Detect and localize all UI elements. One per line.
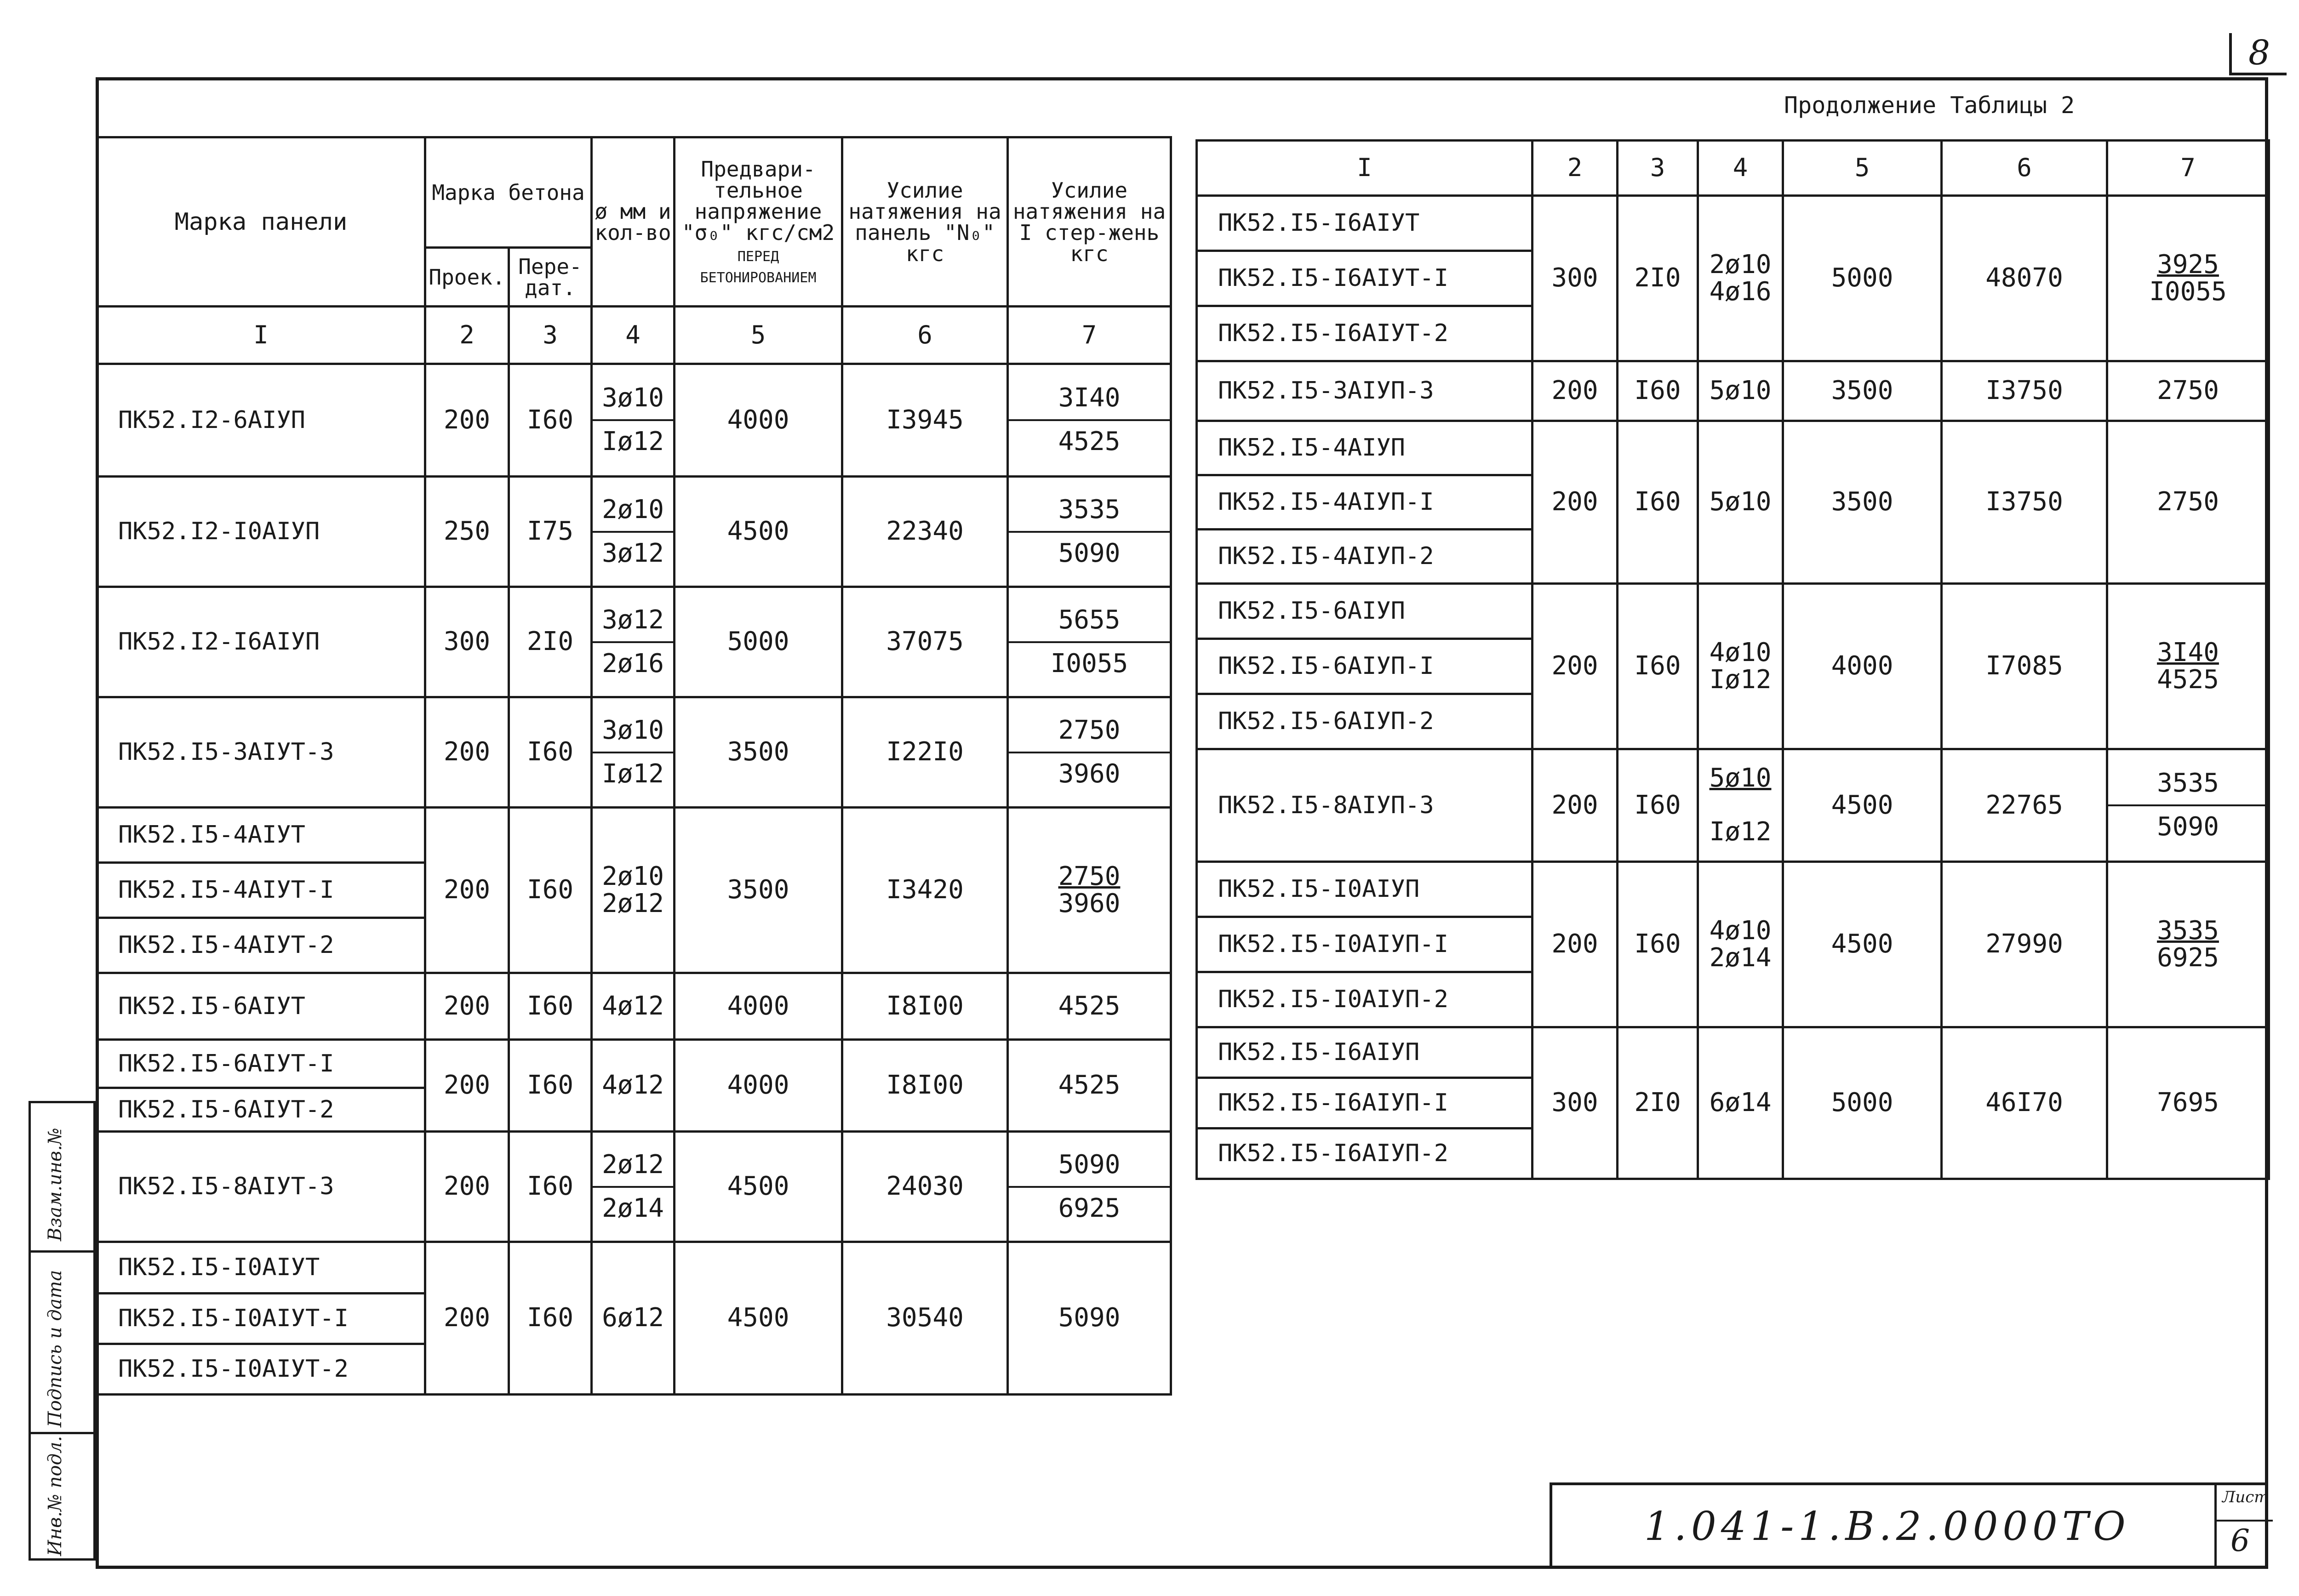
table-row (97, 587, 1171, 697)
rod-force-line: 3960 (1009, 752, 1170, 795)
sidebar-label-inv-original: Инв.№ подл. (45, 1436, 66, 1556)
rod-force-value (2107, 196, 2269, 361)
rod-force-value: 4525 (1008, 973, 1171, 1040)
prestress-value: 4500 (1783, 862, 1942, 1027)
panel-mark: ПК52.I5-6AIУТ (97, 973, 425, 1040)
prestress-value: 5000 (675, 587, 842, 697)
panel-mark: ПК52.I5-I0AIУП-2 (1197, 972, 1533, 1027)
panel-force-value: 37075 (842, 587, 1008, 697)
col-num-1: I (97, 307, 425, 364)
sidebar-cell (29, 1250, 96, 1434)
prestress-value: 4500 (675, 1132, 842, 1242)
sidebar-label-signature-date: Подпись и дата (45, 1270, 66, 1427)
right-table (1195, 139, 2270, 1180)
table-row (1197, 361, 2269, 421)
rod-force-line: 3535 (2157, 768, 2219, 798)
rebar-line: 3ø10 (602, 383, 664, 413)
concrete-transfer: 2I0 (1618, 1027, 1698, 1179)
rebar-line: 2ø10 (602, 861, 664, 891)
rebar-diam: 4ø12 (592, 973, 675, 1040)
panel-mark: ПК52.I2-I6AIУП (97, 587, 425, 697)
col-num-3: 3 (1618, 141, 1698, 196)
table-row (97, 1132, 1171, 1242)
rebar-line: 2ø14 (593, 1186, 673, 1230)
rod-force-line: 3535 (2157, 915, 2219, 946)
panel-force-value: 24030 (842, 1132, 1008, 1242)
concrete-proj: 300 (425, 587, 509, 697)
table-row (97, 1242, 1171, 1294)
rod-force-value (1008, 1132, 1171, 1242)
rebar-diam (1698, 749, 1783, 862)
prestress-value: 4500 (1783, 749, 1942, 862)
header-diam: ø мм и кол-во (592, 137, 675, 307)
panel-force-value: I3750 (1942, 421, 2107, 584)
panel-force-value: 48070 (1942, 196, 2107, 361)
concrete-proj: 200 (425, 697, 509, 808)
prestress-value: 3500 (1783, 421, 1942, 584)
sheet-number: 6 (2230, 1523, 2250, 1558)
rebar-diam (592, 1132, 675, 1242)
panel-force-value: 30540 (842, 1242, 1008, 1395)
rebar-diam: 4ø12 (592, 1040, 675, 1132)
prestress-value: 4500 (675, 1242, 842, 1395)
table-row (1197, 862, 2269, 917)
rod-force-line: 2750 (1058, 715, 1121, 745)
document-code: 1.041-1.В.2.0000ТО (1644, 1504, 2130, 1550)
rod-force-value (2107, 862, 2269, 1027)
rod-force-value: 7695 (2107, 1027, 2269, 1179)
page-number: 8 (2229, 33, 2287, 75)
rod-force-value: 2750 (2107, 421, 2269, 584)
sidebar-cell (29, 1432, 96, 1561)
rod-force-line: I0055 (1009, 641, 1170, 685)
panel-force-value: I8I00 (842, 1040, 1008, 1132)
rod-force-value (1008, 808, 1171, 973)
rod-force-line: 3I40 (1058, 383, 1121, 413)
concrete-proj: 200 (1533, 749, 1618, 862)
panel-mark: ПК52.I5-4AIУП (1197, 421, 1533, 475)
table-row (97, 477, 1171, 587)
table-row (1197, 749, 2269, 862)
panel-mark: ПК52.I5-I0AIУТ (97, 1242, 425, 1294)
rebar-diam (592, 697, 675, 808)
panel-mark: ПК52.I5-I0AIУТ-I (97, 1294, 425, 1344)
concrete-transfer: I60 (1618, 862, 1698, 1027)
header-panel-force: Усилие натяжения на панель "N₀" кгс (842, 137, 1008, 307)
table-row (97, 973, 1171, 1040)
concrete-proj: 200 (425, 1040, 509, 1132)
rebar-line: 3ø12 (602, 604, 664, 635)
panel-mark: ПК52.I5-3AIУТ-3 (97, 697, 425, 808)
panel-force-value: I7085 (1942, 584, 2107, 749)
panel-mark: ПК52.I5-I0AIУП (1197, 862, 1533, 917)
concrete-proj: 200 (425, 364, 509, 477)
rebar-line: 2ø12 (602, 1149, 664, 1180)
panel-mark: ПК52.I2-I0AIУП (97, 477, 425, 587)
rebar-line: Iø12 (593, 419, 673, 463)
concrete-proj: 300 (1533, 1027, 1618, 1179)
rod-force-line: 5090 (1058, 1149, 1121, 1180)
col-num-2: 2 (425, 307, 509, 364)
rebar-diam (592, 364, 675, 477)
rebar-diam (592, 477, 675, 587)
col-num-5: 5 (1783, 141, 1942, 196)
panel-mark: ПК52.I5-I0AIУТ-2 (97, 1344, 425, 1395)
concrete-transfer: I75 (509, 477, 592, 587)
table-row (97, 364, 1171, 477)
concrete-proj: 250 (425, 477, 509, 587)
prestress-value: 3500 (675, 697, 842, 808)
concrete-proj: 200 (425, 1132, 509, 1242)
prestress-value: 3500 (1783, 361, 1942, 421)
panel-force-value: 27990 (1942, 862, 2107, 1027)
header-prestress-text: Предвари-тельное напряжение "σ₀" кгс/см2 (681, 156, 835, 245)
rod-force-line: 4525 (2157, 664, 2219, 695)
rod-force-line: 3535 (1058, 494, 1121, 524)
panel-mark: ПК52.I5-4AIУТ (97, 808, 425, 863)
left-table (96, 136, 1172, 1396)
table-row (1197, 421, 2269, 475)
col-num-4: 4 (1698, 141, 1783, 196)
rod-force-line: 6925 (1009, 1186, 1170, 1230)
rebar-diam: 5ø10 (1698, 361, 1783, 421)
col-num-6: 6 (1942, 141, 2107, 196)
rebar-line: 2ø14 (1709, 942, 1772, 973)
panel-mark: ПК52.I5-I0AIУП-I (1197, 917, 1533, 972)
header-proj: Проек. (425, 248, 509, 307)
table-row (97, 1040, 1171, 1088)
rod-force-value: 2750 (2107, 361, 2269, 421)
panel-force-value: 22765 (1942, 749, 2107, 862)
panel-mark: ПК52.I5-4AIУП-2 (1197, 530, 1533, 584)
header-prestress (675, 137, 842, 307)
rod-force-value (1008, 697, 1171, 808)
rod-force-value: 5090 (1008, 1242, 1171, 1395)
panel-mark: ПК52.I5-I6AIУТ-2 (1197, 306, 1533, 361)
header-rod-force: Усилие натяжения на I стер-жень кгс (1008, 137, 1171, 307)
rebar-line: 4ø16 (1709, 276, 1772, 307)
binding-margin (29, 1101, 96, 1561)
rod-force-value: 4525 (1008, 1040, 1171, 1132)
sheet-divider (2217, 1520, 2273, 1522)
concrete-transfer: 2I0 (509, 587, 592, 697)
concrete-proj: 200 (1533, 421, 1618, 584)
rebar-diam (592, 808, 675, 973)
concrete-transfer: I60 (509, 1242, 592, 1395)
panel-mark: ПК52.I5-4AIУП-I (1197, 475, 1533, 530)
panel-mark: ПК52.I2-6AIУП (97, 364, 425, 477)
rod-force-line: 2750 (1058, 861, 1121, 891)
rebar-line: 2ø10 (602, 494, 664, 524)
rebar-line: 4ø10 (1709, 637, 1772, 667)
rebar-line: 2ø10 (1709, 249, 1772, 279)
col-num-2: 2 (1533, 141, 1618, 196)
rod-force-line: 5090 (1009, 531, 1170, 575)
sheet-cell (2214, 1485, 2270, 1568)
panel-mark: ПК52.I5-3AIУП-3 (1197, 361, 1533, 421)
rod-force-line: 3960 (1058, 888, 1121, 918)
panel-force-value: I3420 (842, 808, 1008, 973)
prestress-value: 5000 (1783, 1027, 1942, 1179)
panel-mark: ПК52.I5-4AIУТ-2 (97, 918, 425, 973)
rebar-diam: 6ø14 (1698, 1027, 1783, 1179)
concrete-transfer: I60 (1618, 584, 1698, 749)
table-row (97, 697, 1171, 808)
col-num-1: I (1197, 141, 1533, 196)
rod-force-line: 3I40 (2157, 637, 2219, 667)
rod-force-line: 4525 (1009, 419, 1170, 463)
rebar-line: 3ø10 (602, 715, 664, 745)
rod-force-value (2107, 749, 2269, 862)
panel-force-value: I22I0 (842, 697, 1008, 808)
concrete-proj: 200 (425, 808, 509, 973)
concrete-transfer: I60 (1618, 361, 1698, 421)
col-num-3: 3 (509, 307, 592, 364)
panel-force-value: I3945 (842, 364, 1008, 477)
panel-mark: ПК52.I5-I6AIУП-I (1197, 1078, 1533, 1129)
panel-mark: ПК52.I5-6AIУТ-I (97, 1040, 425, 1088)
concrete-proj: 200 (1533, 361, 1618, 421)
sidebar-label-replace-inv: Взам.инв.№ (45, 1128, 66, 1241)
prestress-value: 3500 (675, 808, 842, 973)
prestress-value: 4000 (1783, 584, 1942, 749)
rod-force-line: 3925 (2157, 249, 2219, 279)
rod-force-value (1008, 587, 1171, 697)
concrete-transfer: I60 (509, 973, 592, 1040)
rebar-line: 4ø10 (1709, 915, 1772, 946)
rebar-line: 5ø10 (1709, 763, 1772, 793)
concrete-proj: 200 (1533, 584, 1618, 749)
rebar-diam (592, 587, 675, 697)
prestress-value: 4000 (675, 973, 842, 1040)
sidebar-cell (29, 1101, 96, 1253)
panel-mark: ПК52.I5-I6AIУТ (1197, 196, 1533, 251)
rod-force-line: I0055 (2149, 276, 2227, 307)
panel-mark: ПК52.I5-I6AIУТ-I (1197, 251, 1533, 306)
rebar-line: Iø12 (593, 752, 673, 795)
concrete-proj: 200 (1533, 862, 1618, 1027)
panel-force-value: 22340 (842, 477, 1008, 587)
prestress-value: 5000 (1783, 196, 1942, 361)
panel-mark: ПК52.I5-8AIУП-3 (1197, 749, 1533, 862)
table-row (1197, 584, 2269, 639)
panel-mark: ПК52.I5-4AIУТ-I (97, 863, 425, 918)
prestress-value: 4500 (675, 477, 842, 587)
rod-force-line: 6925 (2157, 942, 2219, 973)
table-continuation-title: Продолжение Таблицы 2 (1784, 92, 2075, 119)
col-num-7: 7 (1008, 307, 1171, 364)
concrete-proj: 300 (1533, 196, 1618, 361)
col-num-7: 7 (2107, 141, 2269, 196)
concrete-transfer: I60 (509, 808, 592, 973)
header-concrete: Марка бетона (425, 137, 592, 248)
concrete-proj: 200 (425, 1242, 509, 1395)
rod-force-value (1008, 477, 1171, 587)
header-transfer: Пере-дат. (509, 248, 592, 307)
table-row (97, 808, 1171, 863)
rebar-diam (1698, 862, 1783, 1027)
sheet-label: Лист (2222, 1488, 2269, 1506)
panel-mark: ПК52.I5-6AIУП-I (1197, 639, 1533, 694)
rebar-diam: 6ø12 (592, 1242, 675, 1395)
concrete-transfer: I60 (509, 697, 592, 808)
panel-force-value: 46I70 (1942, 1027, 2107, 1179)
panel-force-value: I8I00 (842, 973, 1008, 1040)
concrete-transfer: I60 (509, 1132, 592, 1242)
rebar-line: Iø12 (1709, 664, 1772, 695)
header-mark: Марка панели (97, 137, 425, 307)
col-num-6: 6 (842, 307, 1008, 364)
concrete-transfer: 2I0 (1618, 196, 1698, 361)
col-num-5: 5 (675, 307, 842, 364)
panel-force-value: I3750 (1942, 361, 2107, 421)
rod-force-value (2107, 584, 2269, 749)
panel-mark: ПК52.I5-6AIУТ-2 (97, 1088, 425, 1132)
rebar-line: 3ø12 (593, 531, 673, 575)
rebar-line: 2ø16 (593, 641, 673, 685)
rod-force-line: 5090 (2108, 804, 2268, 848)
rebar-diam (1698, 584, 1783, 749)
panel-mark: ПК52.I5-6AIУП (1197, 584, 1533, 639)
title-block (1550, 1482, 2268, 1568)
rebar-diam (1698, 196, 1783, 361)
concrete-transfer: I60 (509, 364, 592, 477)
table-row (1197, 196, 2269, 251)
table-row (1197, 1027, 2269, 1078)
panel-mark: ПК52.I5-6AIУП-2 (1197, 694, 1533, 749)
rod-force-line: 5655 (1058, 604, 1121, 635)
concrete-proj: 200 (425, 973, 509, 1040)
panel-mark: ПК52.I5-I6AIУП-2 (1197, 1129, 1533, 1179)
concrete-transfer: I60 (1618, 749, 1698, 862)
panel-mark: ПК52.I5-I6AIУП (1197, 1027, 1533, 1078)
rebar-line: Iø12 (1709, 817, 1772, 847)
rebar-line: 2ø12 (602, 888, 664, 918)
concrete-transfer: I60 (1618, 421, 1698, 584)
col-num-4: 4 (592, 307, 675, 364)
prestress-value: 4000 (675, 364, 842, 477)
rebar-diam: 5ø10 (1698, 421, 1783, 584)
prestress-value: 4000 (675, 1040, 842, 1132)
rod-force-value (1008, 364, 1171, 477)
header-prestress-note: ПЕРЕД БЕТОНИРОВАНИЕМ (700, 248, 817, 286)
panel-mark: ПК52.I5-8AIУТ-3 (97, 1132, 425, 1242)
concrete-transfer: I60 (509, 1040, 592, 1132)
